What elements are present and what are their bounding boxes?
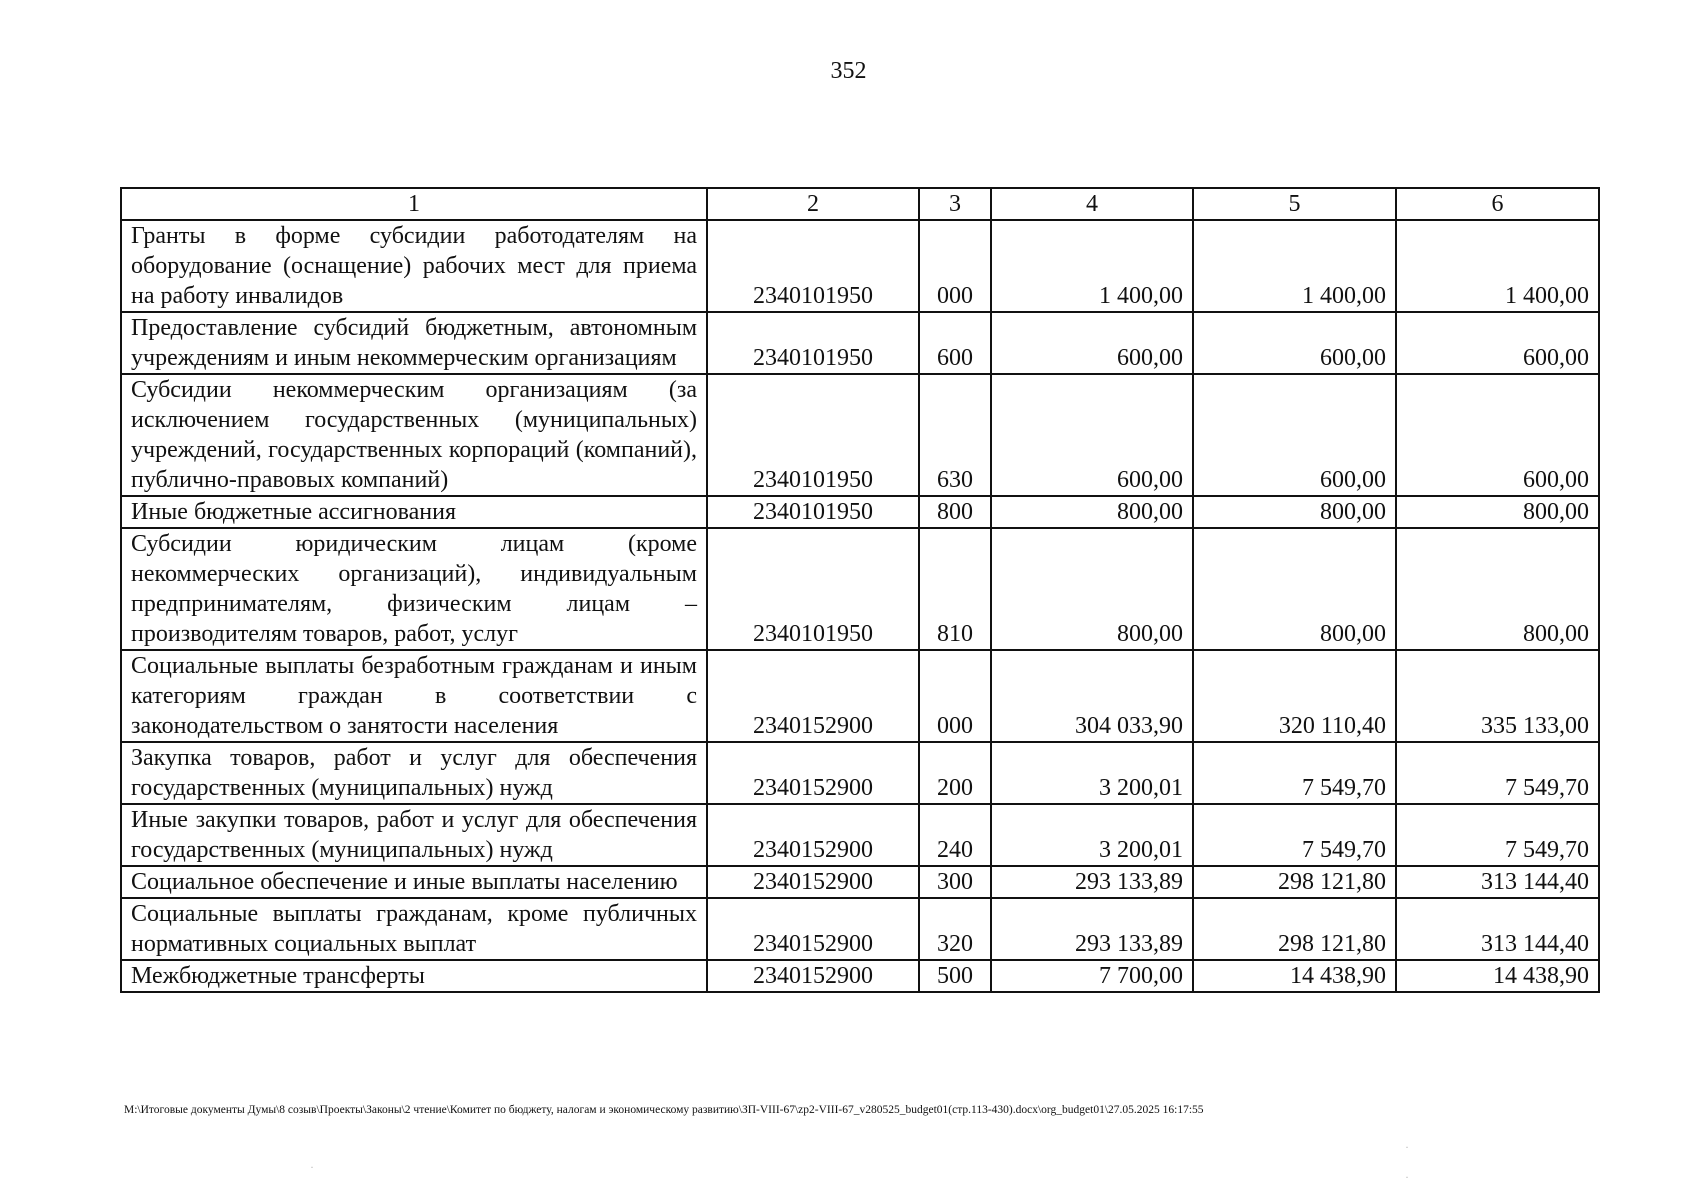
row-value-col5: 600,00 bbox=[1193, 374, 1396, 496]
row-target-code: 2340152900 bbox=[707, 804, 919, 866]
column-header: 1 bbox=[121, 188, 707, 220]
table-row bbox=[121, 374, 1599, 496]
table-row bbox=[121, 496, 1599, 528]
row-value-col4: 800,00 bbox=[991, 528, 1193, 650]
row-target-code: 2340101950 bbox=[707, 528, 919, 650]
row-target-code: 2340152900 bbox=[707, 898, 919, 960]
row-value-col6: 800,00 bbox=[1396, 496, 1599, 528]
row-value-col5: 1 400,00 bbox=[1193, 220, 1396, 312]
row-value-col4: 304 033,90 bbox=[991, 650, 1193, 742]
row-target-code: 2340152900 bbox=[707, 742, 919, 804]
row-value-col5: 7 549,70 bbox=[1193, 804, 1396, 866]
row-name: Иные закупки товаров, работ и услуг для обеспечения государственных (муниципальных) нужд bbox=[121, 804, 707, 866]
row-name: Закупка товаров, работ и услуг для обеспечения государственных (муниципальных) нужд bbox=[121, 742, 707, 804]
row-value-col6: 335 133,00 bbox=[1396, 650, 1599, 742]
row-name: Межбюджетные трансферты bbox=[121, 960, 707, 992]
row-value-col5: 14 438,90 bbox=[1193, 960, 1396, 992]
row-name: Социальное обеспечение и иные выплаты населению bbox=[121, 866, 707, 898]
row-expense-type: 630 bbox=[919, 374, 991, 496]
row-value-col6: 14 438,90 bbox=[1396, 960, 1599, 992]
row-target-code: 2340152900 bbox=[707, 960, 919, 992]
row-value-col4: 1 400,00 bbox=[991, 220, 1193, 312]
column-header: 5 bbox=[1193, 188, 1396, 220]
row-value-col5: 298 121,80 bbox=[1193, 898, 1396, 960]
column-header: 6 bbox=[1396, 188, 1599, 220]
row-expense-type: 000 bbox=[919, 220, 991, 312]
column-header: 4 bbox=[991, 188, 1193, 220]
row-target-code: 2340101950 bbox=[707, 312, 919, 374]
row-value-col5: 298 121,80 bbox=[1193, 866, 1396, 898]
row-expense-type: 240 bbox=[919, 804, 991, 866]
table-row bbox=[121, 312, 1599, 374]
row-value-col6: 7 549,70 bbox=[1396, 742, 1599, 804]
scan-speck: · bbox=[1405, 1140, 1409, 1154]
row-name: Гранты в форме субсидии работодателям на оборудование (оснащение) рабочих мест для приема на работу инвалидов bbox=[121, 220, 707, 312]
row-value-col6: 1 400,00 bbox=[1396, 220, 1599, 312]
row-value-col4: 3 200,01 bbox=[991, 742, 1193, 804]
row-target-code: 2340101950 bbox=[707, 220, 919, 312]
row-value-col5: 800,00 bbox=[1193, 496, 1396, 528]
row-expense-type: 320 bbox=[919, 898, 991, 960]
row-value-col5: 320 110,40 bbox=[1193, 650, 1396, 742]
row-value-col6: 600,00 bbox=[1396, 374, 1599, 496]
row-target-code: 2340101950 bbox=[707, 496, 919, 528]
row-name: Предоставление субсидий бюджетным, автономным учреждениям и иным некоммерческим организациям bbox=[121, 312, 707, 374]
row-value-col6: 7 549,70 bbox=[1396, 804, 1599, 866]
table-row bbox=[121, 528, 1599, 650]
row-value-col4: 600,00 bbox=[991, 312, 1193, 374]
row-expense-type: 800 bbox=[919, 496, 991, 528]
table-header-row bbox=[121, 188, 1599, 220]
footer-file-path: M:\Итоговые документы Думы\8 созыв\Проекты\Законы\2 чтение\Комитет по бюджету, налогам и экономическому развитию\ЗП-VIII-67\zp2-VIII-67_v280525_budget01(стр.113-430).docx\org_budget01\27.05.2025 16:17:55 bbox=[124, 1104, 1204, 1116]
page-number: 352 bbox=[830, 58, 867, 84]
row-name: Социальные выплаты безработным гражданам и иным категориям граждан в соответствии с законодательством о занятости населения bbox=[121, 650, 707, 742]
row-value-col6: 313 144,40 bbox=[1396, 898, 1599, 960]
table-row bbox=[121, 960, 1599, 992]
scan-speck: · bbox=[310, 1160, 314, 1174]
row-name: Социальные выплаты гражданам, кроме публичных нормативных социальных выплат bbox=[121, 898, 707, 960]
row-value-col4: 3 200,01 bbox=[991, 804, 1193, 866]
row-target-code: 2340152900 bbox=[707, 650, 919, 742]
row-expense-type: 500 bbox=[919, 960, 991, 992]
row-expense-type: 200 bbox=[919, 742, 991, 804]
row-value-col6: 600,00 bbox=[1396, 312, 1599, 374]
scan-speck: · bbox=[1405, 1170, 1409, 1184]
row-value-col4: 293 133,89 bbox=[991, 898, 1193, 960]
table-row bbox=[121, 220, 1599, 312]
table-row bbox=[121, 898, 1599, 960]
row-value-col5: 800,00 bbox=[1193, 528, 1396, 650]
table-row bbox=[121, 866, 1599, 898]
row-value-col4: 7 700,00 bbox=[991, 960, 1193, 992]
row-value-col4: 800,00 bbox=[991, 496, 1193, 528]
row-expense-type: 810 bbox=[919, 528, 991, 650]
row-name: Субсидии некоммерческим организациям (за исключением государственных (муниципальных) учреждений, государственных корпораций (компаний), публично-правовых компаний) bbox=[121, 374, 707, 496]
row-value-col6: 313 144,40 bbox=[1396, 866, 1599, 898]
row-expense-type: 300 bbox=[919, 866, 991, 898]
table-row bbox=[121, 650, 1599, 742]
row-name: Иные бюджетные ассигнования bbox=[121, 496, 707, 528]
budget-table bbox=[120, 187, 1600, 993]
column-header: 2 bbox=[707, 188, 919, 220]
row-value-col6: 800,00 bbox=[1396, 528, 1599, 650]
row-value-col4: 600,00 bbox=[991, 374, 1193, 496]
table-row bbox=[121, 804, 1599, 866]
row-name: Субсидии юридическим лицам (кроме некоммерческих организаций), индивидуальным предпринимателям, физическим лицам – производителям товаров, работ, услуг bbox=[121, 528, 707, 650]
row-value-col5: 7 549,70 bbox=[1193, 742, 1396, 804]
row-value-col4: 293 133,89 bbox=[991, 866, 1193, 898]
column-header: 3 bbox=[919, 188, 991, 220]
row-expense-type: 600 bbox=[919, 312, 991, 374]
row-expense-type: 000 bbox=[919, 650, 991, 742]
row-target-code: 2340101950 bbox=[707, 374, 919, 496]
table-row bbox=[121, 742, 1599, 804]
row-target-code: 2340152900 bbox=[707, 866, 919, 898]
row-value-col5: 600,00 bbox=[1193, 312, 1396, 374]
